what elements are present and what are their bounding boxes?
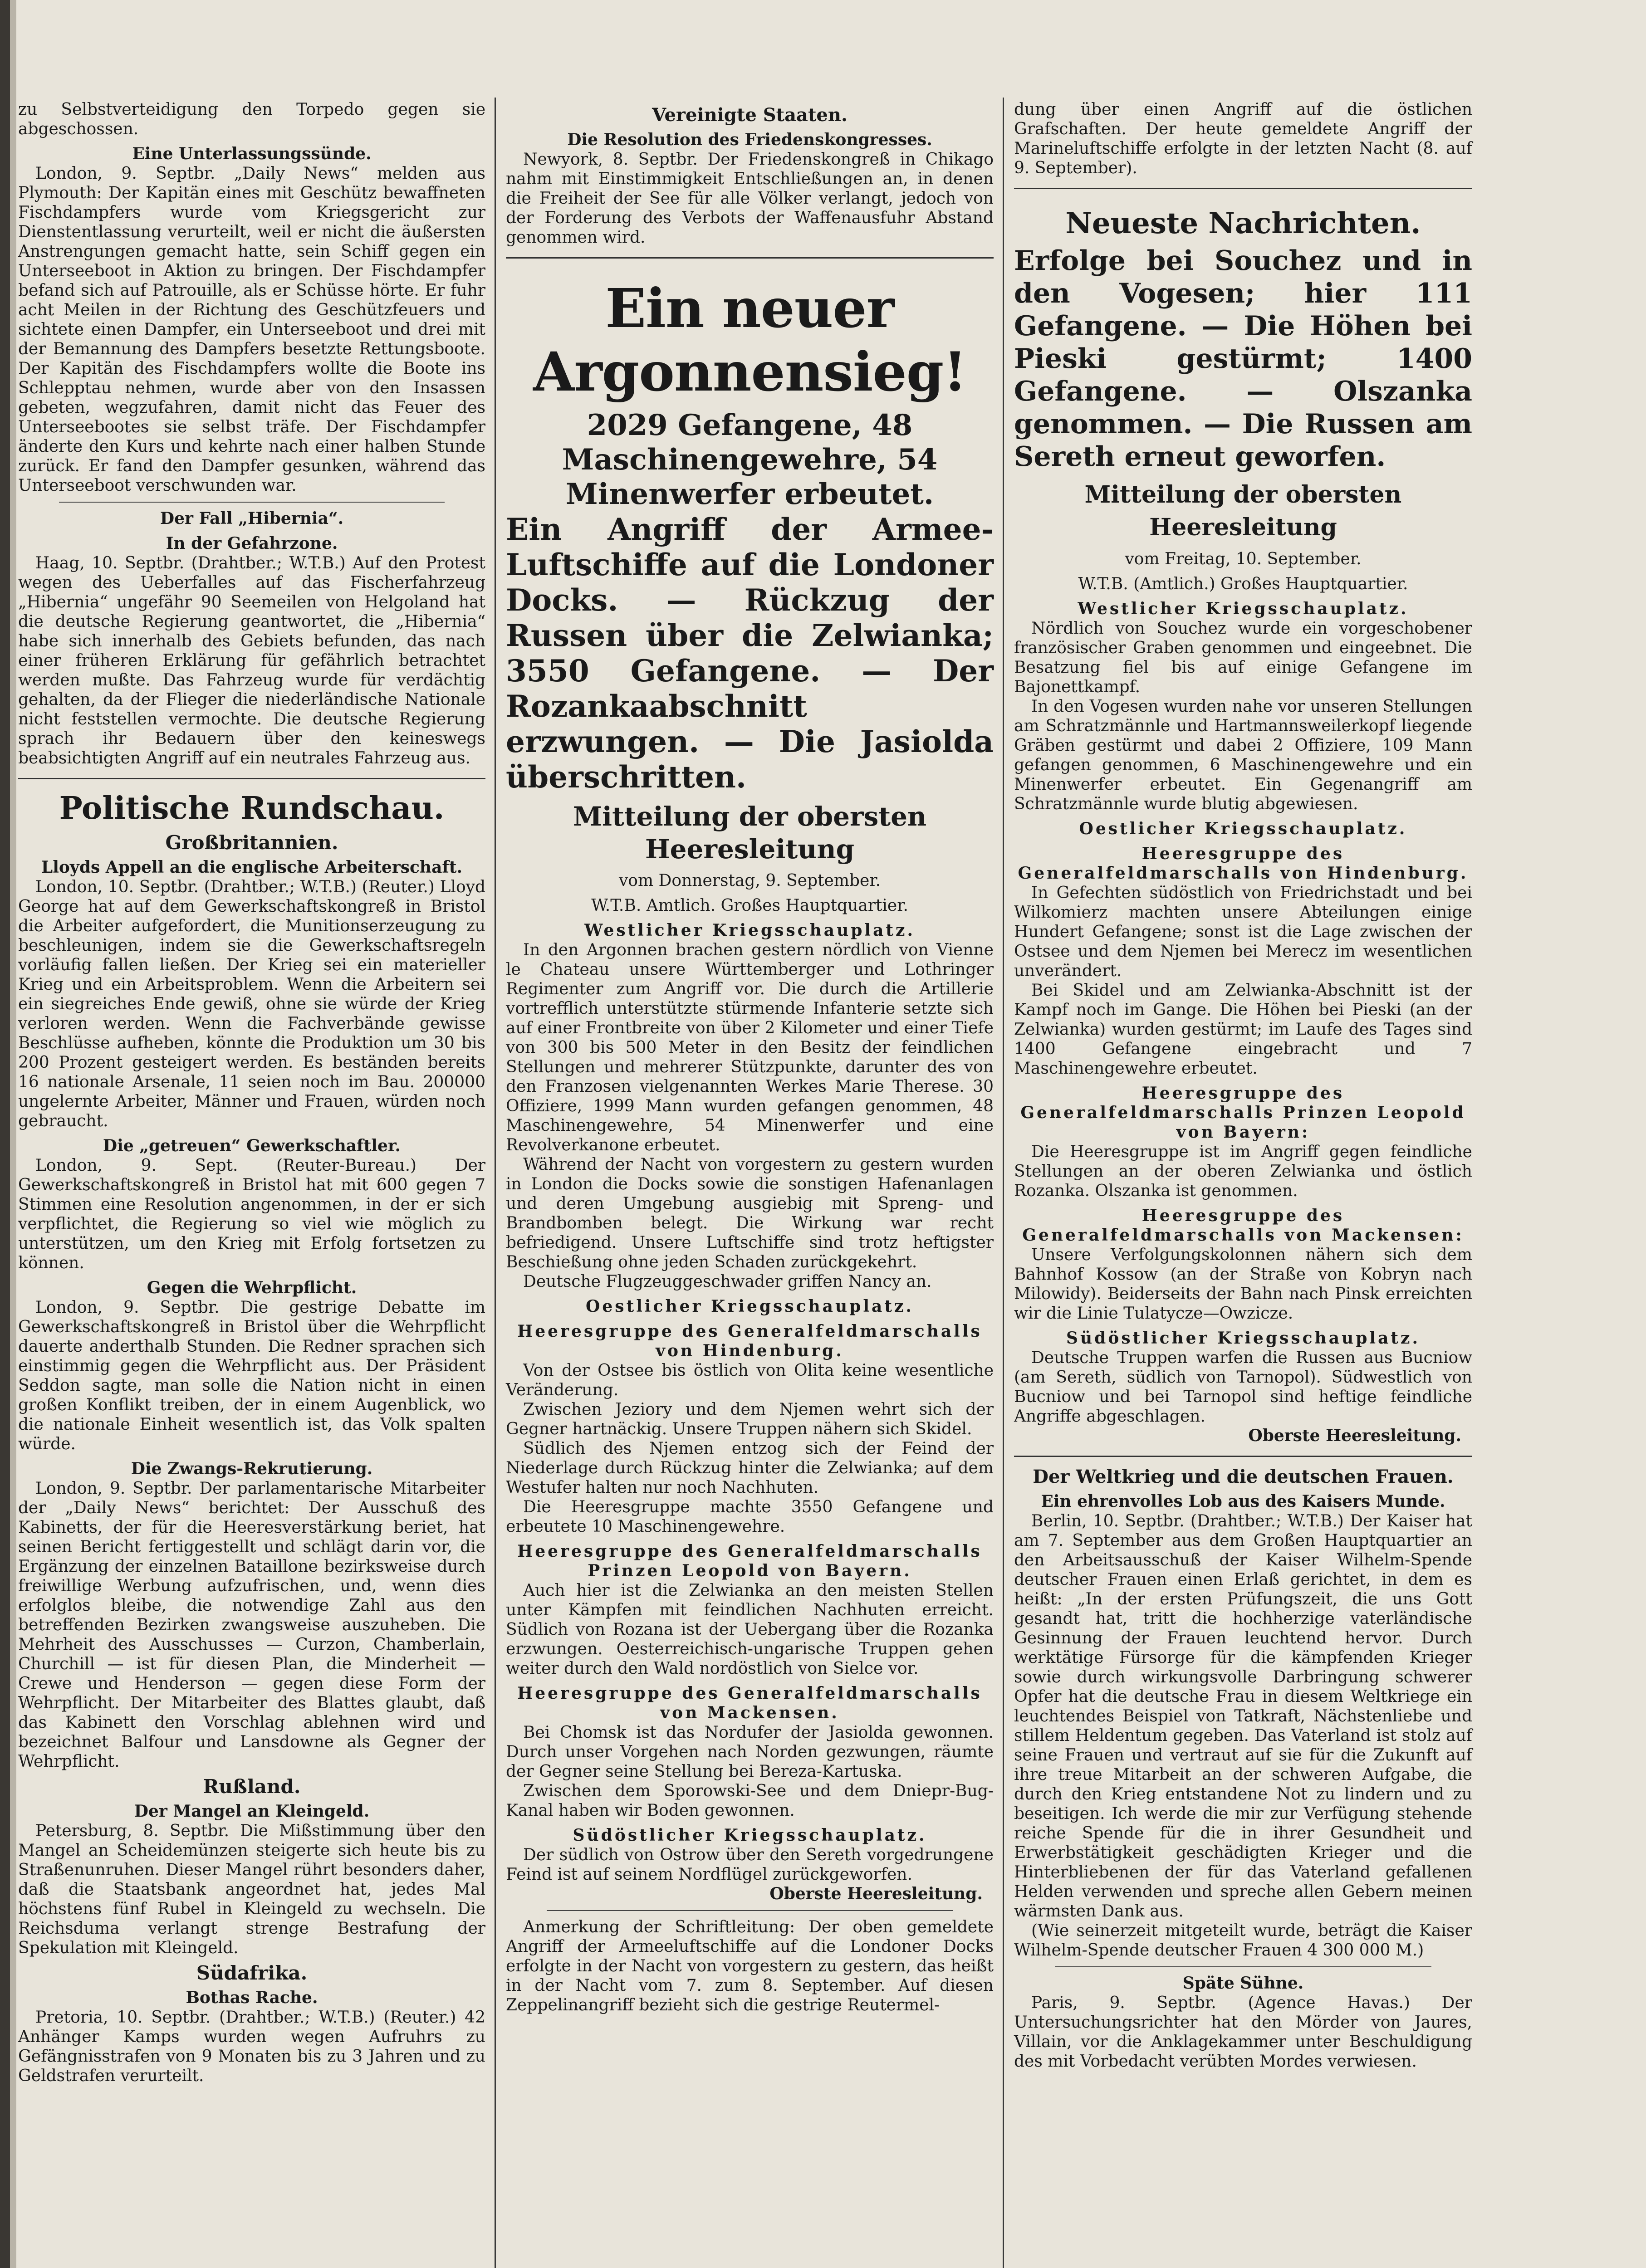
theater-title: Westlicher Kriegsschauplatz. xyxy=(1078,599,1409,618)
report-paragraph: Deutsche Truppen warfen die Russen aus Bucniow (am Sereth, südlich von Tarnopol). Südwestlich von Bucniow und bei Tarnopol sind heftige feindliche Angriffe abgeschlagen. xyxy=(1014,1349,1472,1426)
report-paragraph: Südlich des Njemen entzog sich der Feind der Niederlage durch Rückzug hinter die Zelwianka; auf dem Westufer halten nur noch Nachhuten. xyxy=(506,1439,994,1497)
army-group-title: Heeresgruppe des Generalfeldmarschalls von Mackensen: xyxy=(1022,1206,1464,1245)
column-rule xyxy=(495,98,496,2268)
divider xyxy=(547,1910,953,1911)
report-paragraph: Von der Ostsee bis östlich von Olita keine wesentliche Veränderung. xyxy=(506,1361,994,1399)
report-paragraph: Auch hier ist die Zelwianka an den meisten Stellen unter Kämpfen mit feindlichen Nachhuten erreicht. Südlich von Rozana ist der Uebergang über die Rozanka erzwungen. Oesterreichisch-ungarische Truppen gehen weiter durch den Wald nordöstlich von Sielce vor. xyxy=(506,1581,994,1678)
article-body: Haag, 10. Septbr. (Drahtber.; W.T.B.) Auf den Protest wegen des Ueberfalles auf das Fischerfahrzeug „Hibernia“ ungefähr 90 Seemeilen von Helgoland hat die deutsche Regierung geantwortet, die „Hibernia“ habe sich innerhalb des Gebiets befunden, das nach einer früheren Erklärung für gefährlich betrachtet werden mußte. Das Fahrzeug wurde für verdächtig gehalten, da der Flieger die niederländische Nationale nicht feststellen vermochte. Die deutsche Regierung sprach ihr Bedauern über den keineswegs beabsichtigten Angriff auf ein neutrales Fahrzeug aus. xyxy=(18,554,485,767)
divider xyxy=(59,502,445,503)
article-subtitle: Ein ehrenvolles Lob aus des Kaisers Munde. xyxy=(1041,1492,1445,1511)
report-paragraph: Bei Skidel und am Zelwianka-Abschnitt ist der Kampf noch im Gange. Die Höhen bei Pieski (an der Zelwianka) wurden gestürmt; im Laufe des Tages sind 1400 Gefangene eingebracht und 7 Maschinengewehre erbeutet. xyxy=(1014,981,1472,1078)
report-paragraph: Der südlich von Ostrow über den Sereth vorgedrungene Feind ist auf seinem Nordflügel zurückgeworfen. xyxy=(506,1846,994,1884)
article-title: Vereinigte Staaten. xyxy=(652,104,847,126)
page-edge-fold xyxy=(10,0,16,2268)
divider xyxy=(1014,1456,1472,1457)
report-paragraph: Zwischen dem Sporowski-See und dem Dniepr-Bug-Kanal haben wir Boden gewonnen. xyxy=(506,1782,994,1820)
continued-text: zu Selbstverteidigung den Torpedo gegen sie abgeschossen. xyxy=(18,100,485,138)
report-paragraph: Deutsche Flugzeuggeschwader griffen Nancy an. xyxy=(523,1272,932,1291)
section-title: Neueste Nachrichten. xyxy=(1065,206,1421,240)
report-paragraph: In den Vogesen wurden nahe vor unseren Stellungen am Schratzmännle und Hartmannsweilerkopf liegende Gräben gestürmt und dabei 2 Offiziere, 109 Mann gefangen genommen, 6 Maschinengewehre und ein Minenwerfer erbeutet. Ein Gegenangriff am Schratzmännle wurde blutig abgewiesen. xyxy=(1014,697,1472,813)
divider xyxy=(1014,188,1472,189)
column-right xyxy=(1014,100,1472,2071)
country-title: Südafrika. xyxy=(196,1962,308,1984)
editor-note: Anmerkung der Schriftleitung: Der oben gemeldete Angriff der Armeeluftschiffe auf die Londoner Docks erfolgte in der Nacht von vorgestern zu gestern, das heißt in der Nacht vom 7. zum 8. September. Auf diesen Zeppelinangriff bezieht sich die gestrige Reutermel- xyxy=(506,1918,994,2014)
theater-title: Oestlicher Kriegsschauplatz. xyxy=(586,1297,914,1316)
article-title: Lloyds Appell an die englische Arbeiterschaft. xyxy=(41,858,463,877)
report-date: vom Freitag, 10. September. xyxy=(1125,550,1362,568)
article-body: London, 9. Septbr. „Daily News“ melden aus Plymouth: Der Kapitän eines mit Geschütz bewaffneten Fischdampfers wurde vom Kriegsgericht zur Dienstentlassung verurteilt, weil er nicht die äußersten Anstrengungen gemacht hatte, sein Schiff gegen ein Unterseeboot in Aktion zu bringen. Der Fischdampfer befand sich auf Patrouille, als er Schüsse hörte. Er fuhr acht Meilen in der Richtung des Geschützfeuers und sichtete einen Dampfer, ein Unterseeboot und drei mit der Bemannung des Dampfers besetzte Rettungsboote. Der Kapitän des Fischdampfers wollte die Boote ins Schlepptau nehmen, wurde aber von den Insassen gebeten, wegzufahren, damit nicht das Feuer des Unterseebootes sie selbst träfe. Der Fischdampfer änderte den Kurs und kehrte nach einer halben Stunde zurück. Er fand den Dampfer gesunken, während das Unterseeboot verschwunden war. xyxy=(18,164,485,495)
army-group-title: Heeresgruppe des Generalfeldmarschalls Prinzen Leopold von Bayern. xyxy=(517,1542,982,1580)
article-body: Paris, 9. Septbr. (Agence Havas.) Der Untersuchungsrichter hat den Mörder von Jaures, Villain, vor die Anklagekammer unter Beschuldigung des mit Vorbedacht verübten Mordes verwiesen. xyxy=(1014,1994,1472,2071)
article-title: Späte Sühne. xyxy=(1182,1974,1304,1993)
article-title: Gegen die Wehrpflicht. xyxy=(147,1278,357,1297)
report-paragraph: Zwischen Jeziory und dem Njemen wehrt sich der Gegner hartnäckig. Unsere Truppen nähern sich Skidel. xyxy=(506,1400,994,1438)
article-note: (Wie seinerzeit mitgeteilt wurde, beträgt die Kaiser Wilhelm-Spende deutscher Frauen 4 300 000 M.) xyxy=(1014,1921,1472,1960)
page-edge-shadow xyxy=(0,0,10,2268)
report-signature: Oberste Heeresleitung. xyxy=(769,1884,983,1903)
divider xyxy=(506,257,994,259)
article-title: Die Zwangs-Rekrutierung. xyxy=(131,1459,373,1478)
headline-summary: Ein Angriff der Armee-Luftschiffe auf die Londoner Docks. — Rückzug der Russen über die Zelwianka; 3550 Gefangene. — Der Rozankaabschnitt erzwungen. — Die Jasiolda überschritten. xyxy=(506,512,994,795)
continued-text: dung über einen Angriff auf die östlichen Grafschaften. Der heute gemeldete Angriff der Marineluftschiffe erfolgte in der letzten Nacht (8. auf 9. September). xyxy=(1014,100,1472,177)
report-paragraph: In Gefechten südöstlich von Friedrichstadt und bei Wilkomierz machten unsere Abteilungen einige Hundert Gefangene; sonst ist die Lage zwischen der Ostsee und dem Njemen bei Merecz im wesentlichen unverändert. xyxy=(1014,884,1472,980)
theater-title: Westlicher Kriegsschauplatz. xyxy=(584,921,916,940)
article-body: London, 9. Sept. (Reuter-Bureau.) Der Gewerkschaftskongreß in Bristol hat mit 600 gegen 7 Stimmen eine Resolution angenommen, in der er sich verpflichtet, die Regierung so viel wie möglich zu unterstützen, um den Krieg mit Erfolg fortsetzen zu können. xyxy=(18,1156,485,1272)
report-paragraph: Bei Chomsk ist das Nordufer der Jasiolda gewonnen. Durch unser Vorgehen nach Norden gezwungen, räumte der Gegner seine Stellung bei Bereza-Kartuska. xyxy=(506,1723,994,1781)
article-subtitle: In der Gefahrzone. xyxy=(166,534,338,553)
article-title: Die „getreuen“ Gewerkschaftler. xyxy=(103,1136,401,1155)
article-body: London, 9. Septbr. Der parlamentarische Mitarbeiter der „Daily News“ berichtet: Der Ausschuß des Kabinetts, der für die Heeresverstärkung beriet, hat seinen Bericht fertiggestellt und schlägt darin vor, die Ergänzung der einzelnen Bataillone bezirksweise durch freiwillige Werbung aufzufrischen, und, wenn dies erfolglos bleibe, die notwendige Zahl aus den betreffenden Bezirken zwangsweise auszuheben. Die Mehrheit des Ausschusses — Curzon, Chamberlain, Churchill — ist für diesen Plan, die Minderheit — Crewe und Henderson — gegen diese Form der Wehrpflicht. Der Mitarbeiter des Blattes glaubt, daß das Kabinett den Vorschlag ablehnen wird und bezeichnet Balfour und Lansdowne als Gegner der Wehrpflicht. xyxy=(18,1479,485,1771)
column-left xyxy=(18,100,485,2086)
report-title: Mitteilung der obersten Heeresleitung xyxy=(573,801,927,865)
article-body: Petersburg, 8. Septbr. Die Mißstimmung über den Mangel an Scheidemünzen steigerte sich heute bis zu Straßenunruhen. Dieser Mangel rührt besonders daher, daß die Staatsbank angeordnet hat, jedes Mal höchstens fünf Rubel in Kleingeld zu wechseln. Die Reichsduma verlangt strenge Bestrafung der Spekulation mit Kleingeld. xyxy=(18,1822,485,1957)
column-middle xyxy=(506,100,994,2015)
article-title: Der Fall „Hibernia“. xyxy=(160,509,344,528)
article-body: Pretoria, 10. Septbr. (Drahtber.; W.T.B.) (Reuter.) 42 Anhänger Kamps wurden wegen Aufruhrs zu Gefängnisstrafen von 9 Monaten bis zu 3 Jahren und zu Geldstrafen verurteilt. xyxy=(18,2008,485,2085)
report-source: W.T.B. Amtlich. Großes Hauptquartier. xyxy=(591,896,908,915)
article-title: Der Weltkrieg und die deutschen Frauen. xyxy=(1033,1466,1454,1487)
country-title: Großbritannien. xyxy=(165,831,338,854)
theater-title: Oestlicher Kriegsschauplatz. xyxy=(1079,819,1407,838)
article-body: London, 10. Septbr. (Drahtber.; W.T.B.) (Reuter.) Lloyd George hat auf dem Gewerkschaftskongreß in Bristol die Arbeiter aufgefordert, die Munitionserzeugung zu beschleunigen, indem sie die Gewerkschaftsregeln vorläufig fallen ließen. Der Krieg sei ein materieller Krieg und ein Arbeitsproblem. Wenn die Arbeitern sei ein siegreiches Ende gewiß, ohne sie würde der Krieg verloren werden. Wenn die Fachverbände gewisse Beschlüsse aufheben, könnte die Produktion um 30 bis 200 Prozent gesteigert werden. Es beständen bereits 16 nationale Arsenale, 11 seien noch im Bau. 200000 ungelernte Arbeiter, Männer und Frauen, würden noch gebraucht. xyxy=(18,878,485,1130)
article-title: Der Mangel an Kleingeld. xyxy=(134,1802,370,1821)
headline-banner: Ein neuer Argonnensieg! xyxy=(533,277,967,403)
army-group-title: Heeresgruppe des Generalfeldmarschalls von Hindenburg. xyxy=(517,1322,982,1360)
report-paragraph: Die Heeresgruppe machte 3550 Gefangene und erbeutete 10 Maschinengewehre. xyxy=(506,1498,994,1536)
theater-title: Südöstlicher Kriegsschauplatz. xyxy=(1066,1329,1421,1348)
army-group-title: Heeresgruppe des Generalfeldmarschalls von Mackensen. xyxy=(517,1684,982,1722)
article-body: London, 9. Septbr. Die gestrige Debatte im Gewerkschaftskongreß in Bristol über die Wehrpflicht dauerte anderthalb Stunden. Die Redner sprachen sich einstimmig gegen die Wehrpflicht aus. Der Präsident Seddon sagte, man solle die Nation nicht in einen großen Konflikt treiben, der in einem Augenblick, wo die nationale Einheit wesentlich ist, das Volk spalten würde. xyxy=(18,1298,485,1453)
article-title: Bothas Rache. xyxy=(186,1988,318,2007)
report-signature: Oberste Heeresleitung. xyxy=(1248,1426,1461,1445)
report-title: Mitteilung der obersten Heeresleitung xyxy=(1084,481,1402,541)
section-title: Politische Rundschau. xyxy=(59,790,445,826)
country-title: Rußland. xyxy=(203,1775,301,1798)
headline-summary: Erfolge bei Souchez und in den Vogesen; hier 111 Gefangene. — Die Höhen bei Pieski gestürmt; 1400 Gefangene. — Olszanka genommen. — Die Russen am Sereth erneut geworfen. xyxy=(1014,245,1472,473)
article-body: Newyork, 8. Septbr. Der Friedenskongreß in Chikago nahm mit Einstimmigkeit Entschließungen an, in denen die Freiheit der See für alle Völker verlangt, jedoch von der Forderung des Verbots der Waffenausfuhr Abstand genommen wird. xyxy=(506,150,994,247)
article-subtitle: Die Resolution des Friedenskongresses. xyxy=(567,130,932,149)
report-paragraph: Die Heeresgruppe ist im Angriff gegen feindliche Stellungen an der oberen Zelwianka und östlich Rozanka. Olszanka ist genommen. xyxy=(1014,1143,1472,1200)
report-paragraph: Während der Nacht von vorgestern zu gestern wurden in London die Docks sowie die sonstigen Hafenanlagen und deren Umgebung ausgiebig mit Spreng- und Brandbomben belegt. Die Wirkung war recht befriedigend. Unsere Luftschiffe sind trotz heftigster Beschießung ohne jeden Schaden zurückgekehrt. xyxy=(506,1155,994,1271)
report-paragraph: Nördlich von Souchez wurde ein vorgeschobener französischer Graben genommen und eingeebnet. Die Besatzung fiel bis auf einige Gefangene im Bajonettkampf. xyxy=(1014,619,1472,696)
divider xyxy=(1055,1966,1431,1967)
headline-subtitle: 2029 Gefangene, 48 Maschinengewehre, 54 Minenwerfer erbeutet. xyxy=(562,408,938,511)
army-group-title: Heeresgruppe des Generalfeldmarschalls von Hindenburg. xyxy=(1018,844,1469,883)
report-source: W.T.B. (Amtlich.) Großes Hauptquartier. xyxy=(1078,575,1408,593)
report-date: vom Donnerstag, 9. September. xyxy=(618,871,881,890)
column-rule xyxy=(1003,98,1004,2268)
theater-title: Südöstlicher Kriegsschauplatz. xyxy=(573,1826,927,1845)
report-paragraph: Unsere Verfolgungskolonnen nähern sich dem Bahnhof Kossow (an der Straße von Kobryn nach Milowidy). Beiderseits der Bahn nach Pinsk erreichten wir die Linie Tulatycze—Owzicze. xyxy=(1014,1246,1472,1323)
article-title: Eine Unterlassungssünde. xyxy=(132,144,372,163)
army-group-title: Heeresgruppe des Generalfeldmarschalls Prinzen Leopold von Bayern: xyxy=(1020,1084,1466,1142)
article-body: Berlin, 10. Septbr. (Drahtber.; W.T.B.) Der Kaiser hat am 7. September aus dem Großen Hauptquartier an den Arbeitsausschuß der Kaiser Wilhelm-Spende deutscher Frauen einen Erlaß gerichtet, in dem es heißt: „In der ersten Prüfungszeit, die uns Gott gesandt hat, tritt die hochherzige vaterländische Gesinnung der Frauen leuchtend hervor. Durch werktätige Fürsorge für die kämpfenden Krieger sowie durch wirkungsvolle Darbringung schwerer Opfer hat die deutsche Frau in diesem Weltkriege ein leuchtendes Beispiel von Tatkraft, Nächstenliebe und stillem Heldentum gegeben. Das Vaterland ist stolz auf seine Frauen und vertraut auf sie für die Zukunft auf ihre treue Mitarbeit an der schweren Aufgabe, die durch den Krieg entstandene Not zu lindern und zu beseitigen. Ich werde die mir zur Verfügung stehende reiche Spende für die in ihrer Gesundheit und Erwerbstätigkeit geschädigten Krieger und die Hinterbliebenen der für das Vaterland gefallenen Helden verwenden und spreche allen Gebern meinen wärmsten Dank aus. xyxy=(1014,1512,1472,1921)
report-paragraph: In den Argonnen brachen gestern nördlich von Vienne le Chateau unsere Württemberger und Lothringer Regimenter zum Angriff vor. Die durch die Artillerie vortrefflich unterstützte stürmende Infanterie setzte sich auf einer Frontbreite von über 2 Kilometer und einer Tiefe von 300 bis 500 Meter in den Besitz der feindlichen Stellungen und mehrerer Stützpunkte, darunter des von den Franzosen vielgenannten Werkes Marie Therese. 30 Offiziere, 1999 Mann wurden gefangen genommen, 48 Maschinengewehre, 54 Minenwerfer und eine Revolverkanone erbeutet. xyxy=(506,941,994,1154)
divider xyxy=(18,778,485,779)
